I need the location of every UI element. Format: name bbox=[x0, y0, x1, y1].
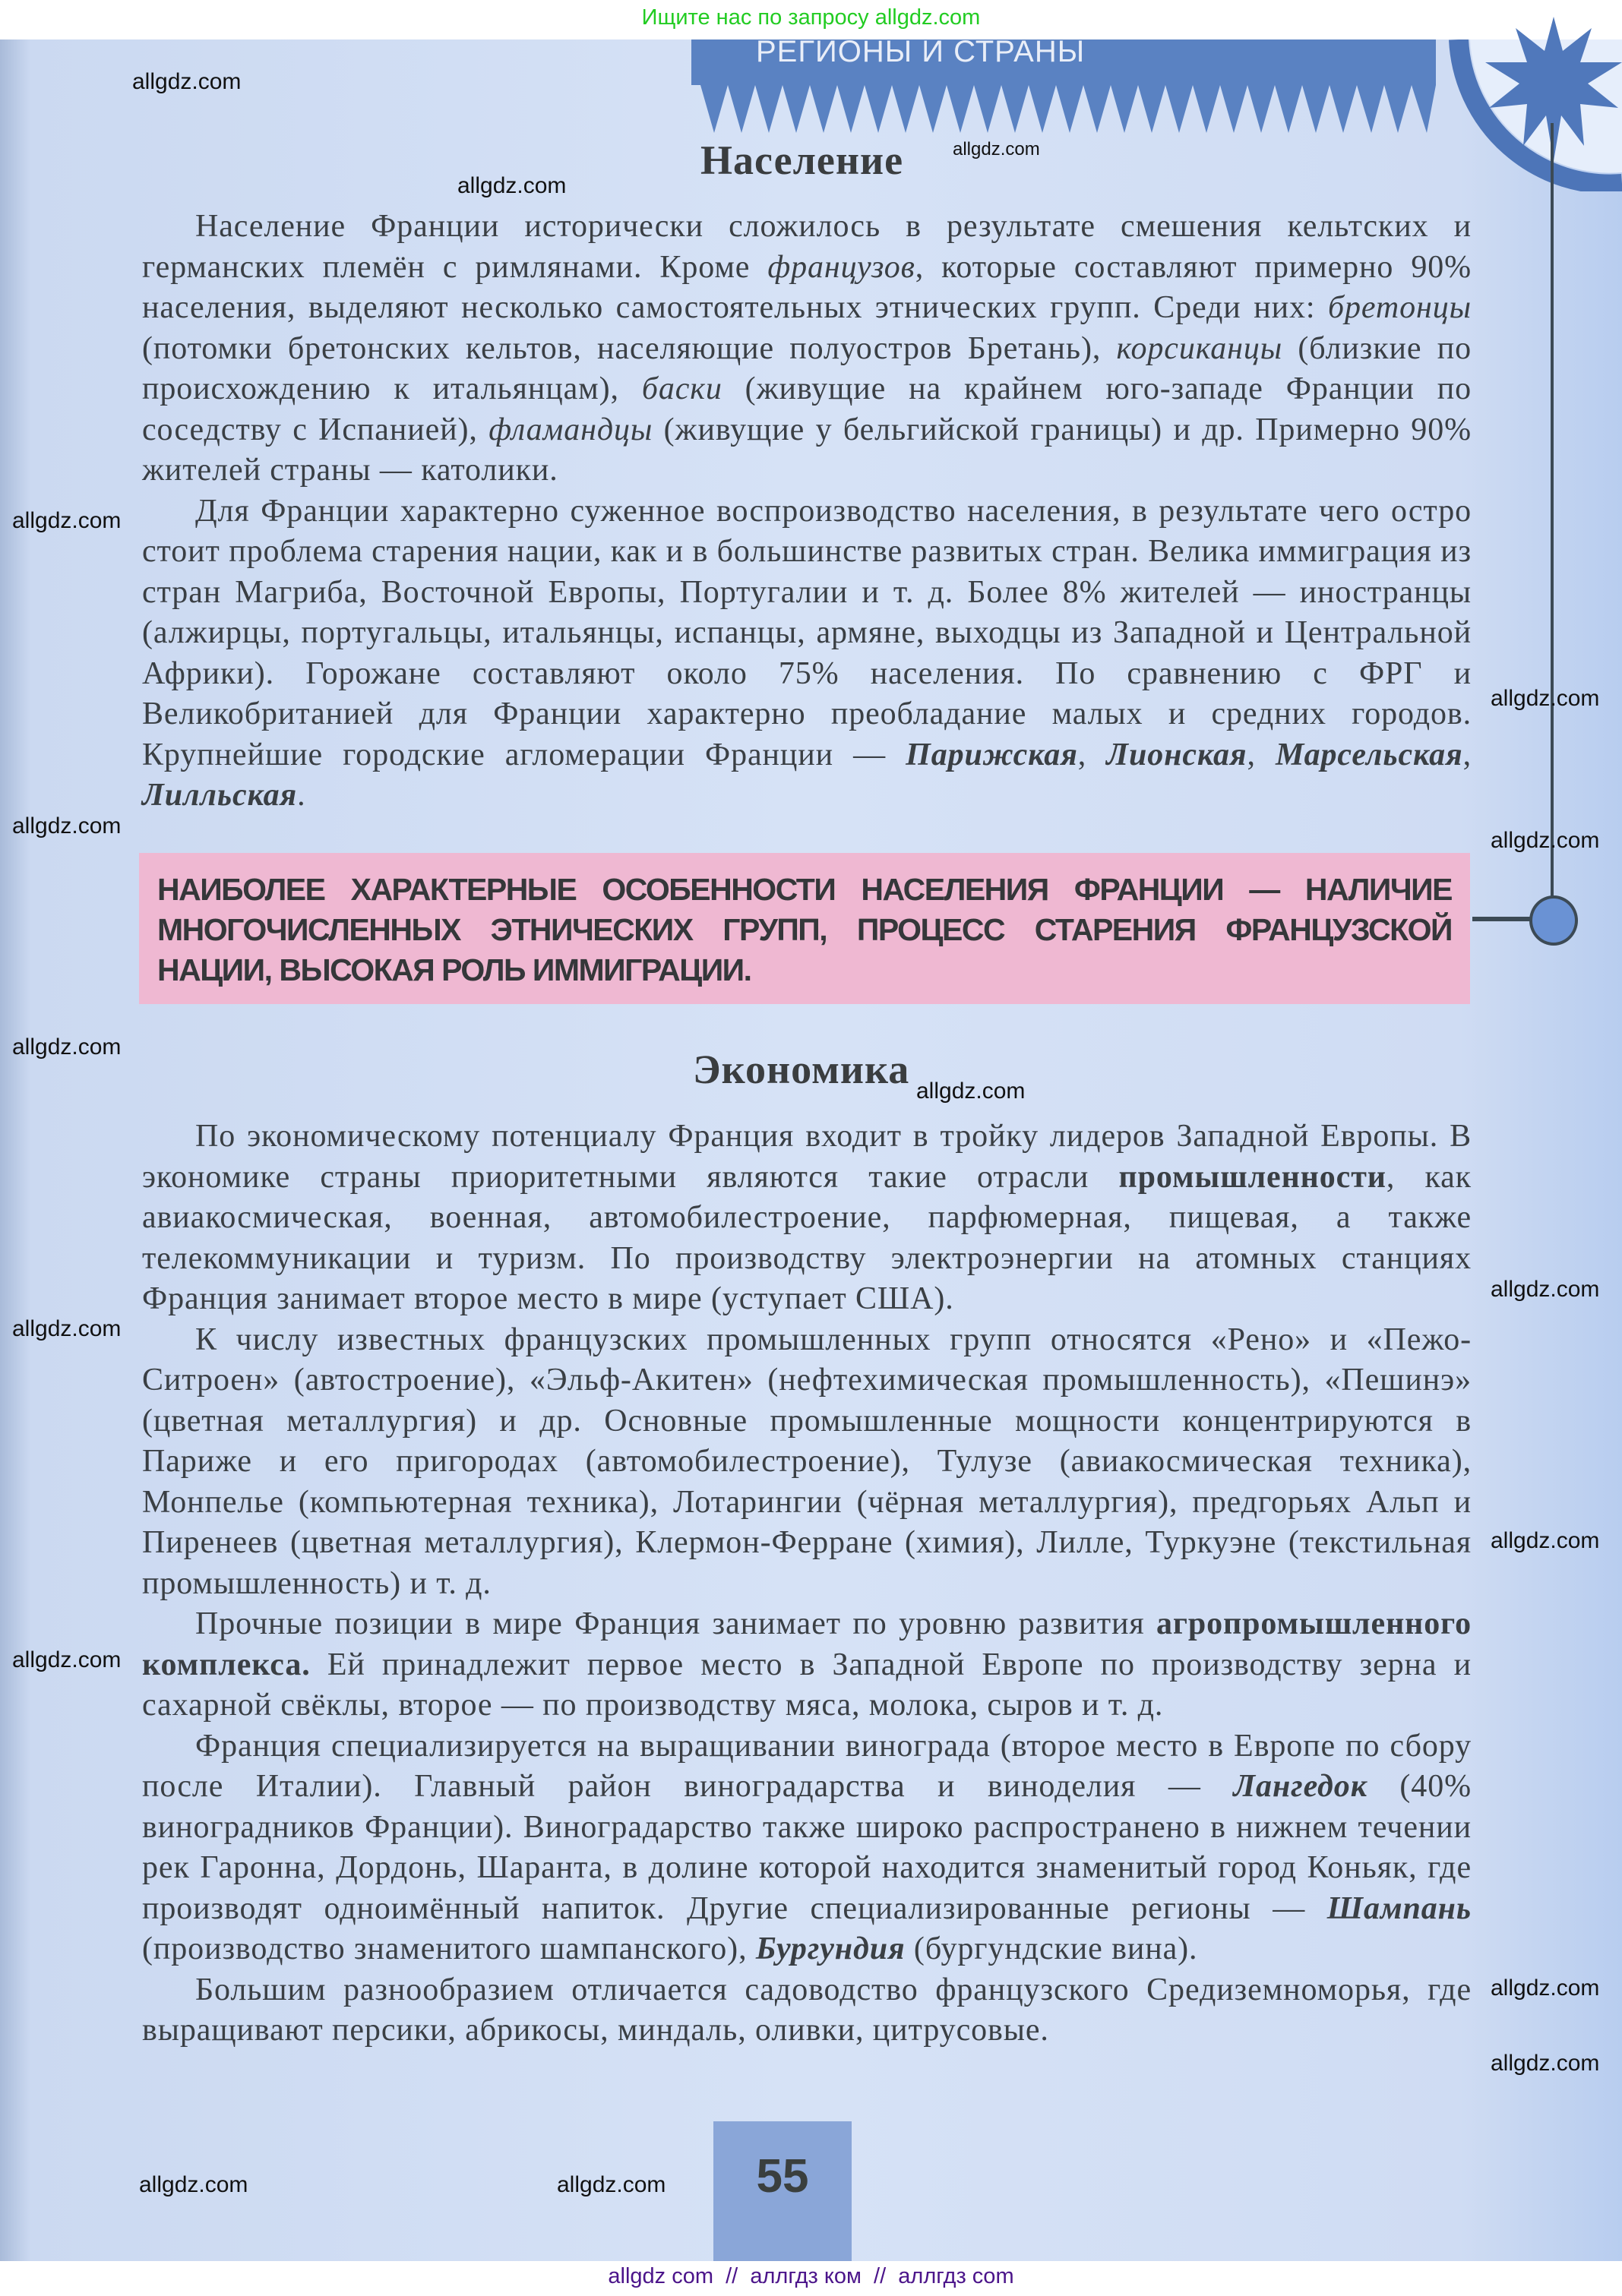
watermark: allgdz.com bbox=[1491, 1277, 1600, 1302]
text-run: По экономическому потенциалу Франция входит в тройку лидеров Западной Европы. В экономике страны приоритетными являются такие отрасли bbox=[142, 1119, 1472, 1195]
watermark: allgdz.com bbox=[1491, 686, 1600, 711]
text-run: Большим разнообразием отличается садоводство французского Средиземноморья, где выращивают персики, абрикосы, миндаль, оливки, цитрусовые. bbox=[142, 1972, 1472, 2048]
key-point-text: НАИБОЛЕЕ ХАРАКТЕРНЫЕ ОСОБЕННОСТИ НАСЕЛЕНИЯ ФРАНЦИИ — НАЛИЧИЕ МНОГОЧИСЛЕННЫХ ЭТНИЧЕСКИХ ГРУПП, ПРОЦЕСС СТАРЕНИЯ ФРАНЦУЗСКОЙ НАЦИИ, ВЫСОКАЯ РОЛЬ ИММИГРАЦИИ. bbox=[157, 872, 1452, 987]
watermark: allgdz.com bbox=[1491, 828, 1600, 853]
text-run: Прочные позиции в мире Франция занимает по уровню развития bbox=[195, 1606, 1157, 1641]
watermark: allgdz.com bbox=[916, 1079, 1026, 1104]
paragraph bbox=[142, 491, 1472, 816]
watermark: allgdz.com bbox=[12, 508, 122, 533]
text-run: Население Франции исторически сложилось в результате смешения кельтских и германских племён с римлянами. Кроме bbox=[142, 209, 1472, 285]
emphasized-term: Лилльская bbox=[142, 778, 298, 813]
emphasized-term: корсиканцы bbox=[1116, 330, 1283, 366]
text-run: К числу известных французских промышленных групп относятся «Рено» и «Пежо-Ситроен» (автостроение), «Эльф-Акитен» (нефтехимическая промышленность), «Пешинэ» (цветная металлургия) и др. Основные промышленные мощности концентрируются в Париже и его пригородах (автомобилестроение), Тулузе (авиакосмическая техника), Монпелье (компьютерная техника), Лотарингии (чёрная металлургия), предгорьях Альп и Пиренеев (цветная металлургия), Клермон-Ферране (химия), Лилле, Туркуэне (текстильная промышленность) и т. д. bbox=[142, 1322, 1472, 1601]
paragraph bbox=[142, 1116, 1472, 1320]
watermark: allgdz.com bbox=[139, 2172, 248, 2197]
emphasized-term: баски bbox=[641, 371, 722, 406]
paragraph bbox=[142, 1320, 1472, 1605]
text-run: Для Франции характерно суженное воспроизводство населения, в результате чего остро стоит проблема старения нации, как и в большинстве развитых стран. Велика иммиграция из стран Магриба, Восточной Европы, Португалии и т. д. Более 8% жителей — иностранцы (алжирцы, португальцы, итальянцы, испанцы, армяне, выходцы из Западной и Центральной Африки). Горожане составляют около 75% населения. По сравнению с ФРГ и Великобританией для Франции характерно преобладание малых и средних городов. Крупнейшие городские агломерации Франции — bbox=[142, 493, 1472, 772]
emphasized-term: промышленности bbox=[1118, 1159, 1386, 1195]
section-title: РЕГИОНЫ И СТРАНЫ bbox=[756, 35, 1086, 68]
page-number-box bbox=[713, 2121, 852, 2261]
top-banner-text: Ищите нас по запросу allgdz.com bbox=[641, 5, 981, 30]
heading-economy: Экономика bbox=[693, 1047, 910, 1092]
watermark: allgdz.com bbox=[12, 1647, 122, 1672]
timeline-line bbox=[1551, 123, 1554, 943]
bottom-banner bbox=[0, 2261, 1622, 2296]
text-run: (40% виноградников Франции). Виноградарство также широко распространено в нижнем течении рек Гаронна, Дордонь, Шаранта, в долине которой находится знаменитый город Коньяк, где производят одноимённый напиток. Другие специализированные регионы — bbox=[142, 1769, 1472, 1926]
watermark: allgdz.com bbox=[1491, 2051, 1600, 2076]
top-banner bbox=[0, 0, 1622, 39]
watermark: allgdz.com bbox=[953, 139, 1040, 159]
text-run: , bbox=[1462, 737, 1472, 772]
emphasized-term: Шампань bbox=[1326, 1890, 1472, 1926]
text-run: , которые составляют примерно 90% населения, выделяют несколько самостоятельных этнических групп. Среди них: bbox=[142, 249, 1472, 325]
emphasized-term: Лангедок bbox=[1233, 1769, 1367, 1804]
text-run: . bbox=[297, 778, 306, 813]
emphasized-term: Бургундия bbox=[755, 1931, 906, 1966]
watermark: allgdz.com bbox=[457, 173, 567, 198]
page-number: 55 bbox=[756, 2150, 809, 2203]
emphasized-term: Марсельская bbox=[1275, 737, 1463, 772]
paragraph bbox=[142, 1726, 1472, 1970]
text-run: Франция специализируется на выращивании винограда (второе место в Европе по сбору после Италии). Главный район виноградарства и виноделия — bbox=[142, 1728, 1472, 1804]
text-run: (живущие на крайнем юго-западе Франции по соседству с Испанией), bbox=[142, 371, 1472, 447]
heading-population: Население bbox=[700, 137, 904, 183]
text-run: (потомки бретонских кельтов, населяющие полуостров Бретань), bbox=[142, 330, 1117, 366]
population-text bbox=[142, 207, 1472, 816]
key-point-box bbox=[139, 853, 1470, 1004]
watermark: allgdz.com bbox=[1491, 1528, 1600, 1553]
text-run: (живущие у бельгийской границы) и др. Примерно 90% жителей страны — католики. bbox=[142, 412, 1472, 488]
emphasized-term: агропромышленного комплекса. bbox=[142, 1606, 1472, 1682]
paragraph bbox=[142, 207, 1472, 491]
text-run: Ей принадлежит первое место в Западной Европе по производству зерна и сахарной свёклы, второе — по производству мяса, молока, сыров и т. д. bbox=[142, 1647, 1472, 1723]
emphasized-term: Парижская bbox=[906, 737, 1078, 772]
text-run: (производство знаменитого шампанского), bbox=[142, 1931, 756, 1966]
textbook-page bbox=[0, 35, 1622, 2261]
text-run: , bbox=[1247, 737, 1276, 772]
bottom-banner-text: allgdz com // аллгдз ком // аллгдз com bbox=[608, 2264, 1014, 2288]
watermark: allgdz.com bbox=[12, 1316, 122, 1341]
text-run: (близкие по происхождению к итальянцам), bbox=[142, 330, 1472, 406]
emphasized-term: бретонцы bbox=[1327, 290, 1472, 325]
watermark: allgdz.com bbox=[132, 69, 242, 94]
emphasized-term: Лионская bbox=[1106, 737, 1247, 772]
emphasized-term: фламандцы bbox=[488, 412, 653, 447]
watermark: allgdz.com bbox=[1491, 1975, 1600, 2001]
text-run: (бургундские вина). bbox=[905, 1931, 1198, 1966]
connector-line bbox=[1472, 917, 1533, 921]
watermark: allgdz.com bbox=[12, 813, 122, 838]
paragraph bbox=[142, 1970, 1472, 2051]
timeline-node bbox=[1529, 895, 1578, 946]
emphasized-term: французов bbox=[767, 249, 915, 285]
paragraph bbox=[142, 1604, 1472, 1726]
economy-text bbox=[142, 1116, 1472, 2051]
watermark: allgdz.com bbox=[557, 2172, 666, 2197]
watermark: allgdz.com bbox=[12, 1034, 122, 1060]
text-run: , как авиакосмическая, военная, автомобилестроение, парфюмерная, пищевая, а также телекоммуникации и туризм. По производству электроэнергии на атомных станциях Франция занимает второе место в мире (уступает США). bbox=[142, 1159, 1472, 1316]
star-icon bbox=[1485, 17, 1622, 161]
text-run: , bbox=[1077, 737, 1107, 772]
